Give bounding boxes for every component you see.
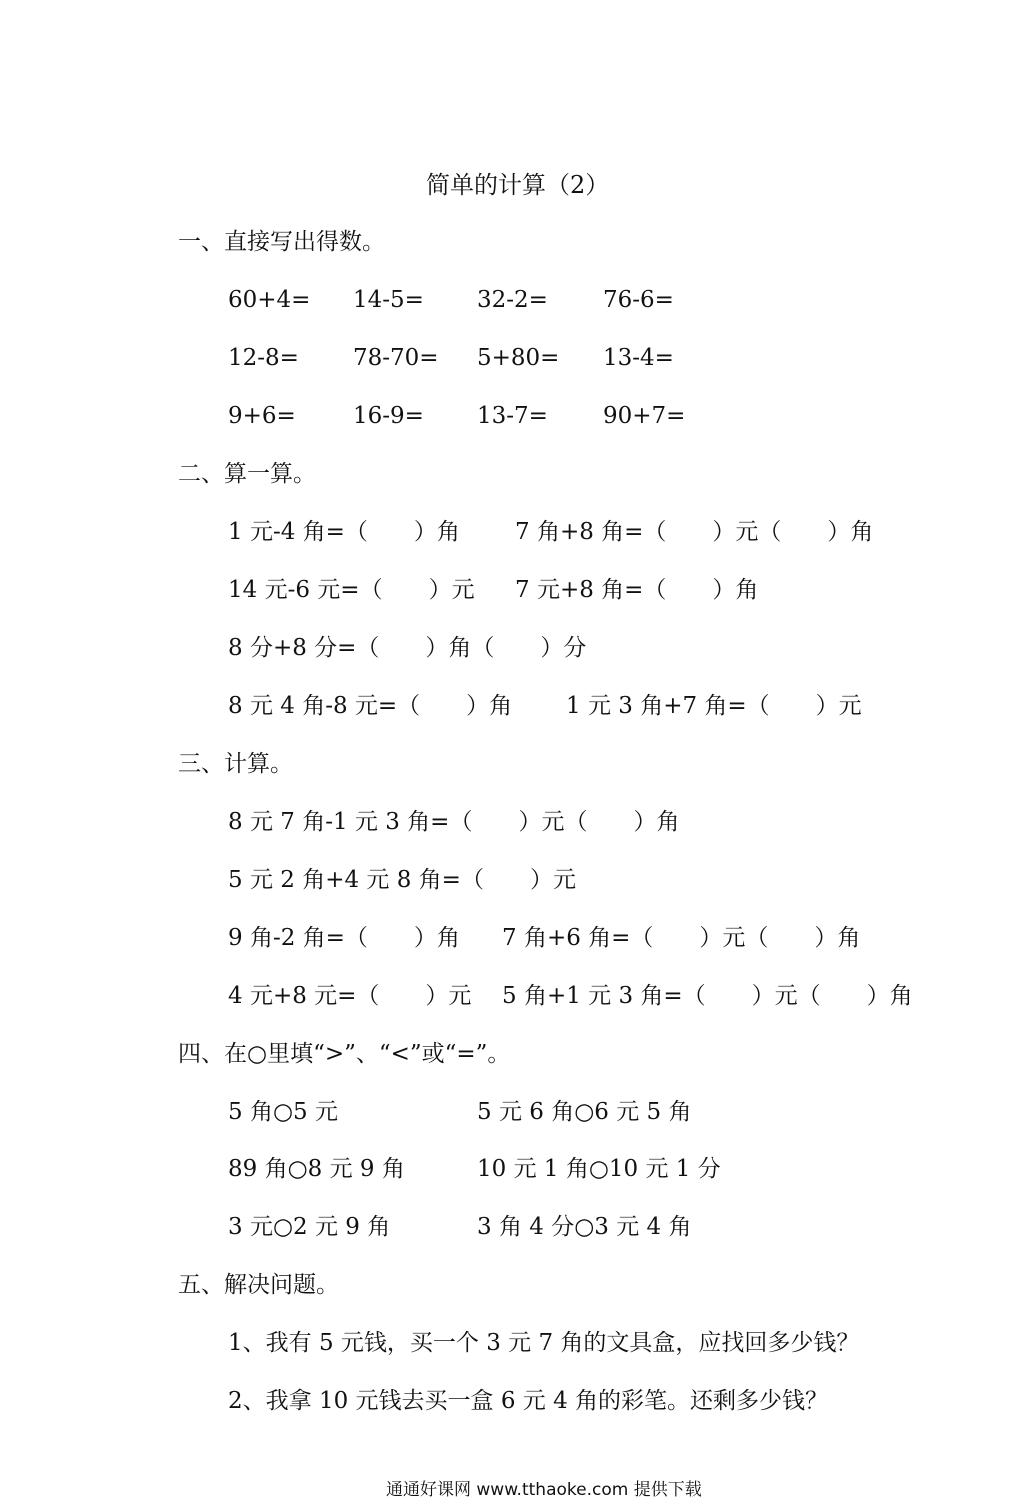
problem: 78-70= xyxy=(353,345,439,371)
page-title: 简单的计算（2） xyxy=(426,171,610,199)
section-heading: 二、算一算。 xyxy=(178,461,316,487)
problem: 8 分+8 分=（ ）角（ ）分 xyxy=(228,635,587,661)
problem: 5 角+1 元 3 角=（ ）元（ ）角 xyxy=(502,983,913,1009)
problem: 7 角+8 角=（ ）元（ ）角 xyxy=(515,519,874,545)
problem: 16-9= xyxy=(353,403,424,429)
problem: 1 元 3 角+7 角=（ ）元 xyxy=(566,693,862,719)
problem: 5 角○5 元 xyxy=(228,1099,338,1125)
problem: 14-5= xyxy=(353,287,424,313)
problem: 4 元+8 元=（ ）元 xyxy=(228,983,472,1009)
problem: 1 元-4 角=（ ）角 xyxy=(228,519,460,545)
problem: 9 角-2 角=（ ）角 xyxy=(228,925,460,951)
problem: 3 角 4 分○3 元 4 角 xyxy=(477,1214,692,1240)
problem: 5 元 6 角○6 元 5 角 xyxy=(477,1099,692,1125)
problem: 76-6= xyxy=(603,287,674,313)
problem: 32-2= xyxy=(477,287,548,313)
word-problem: 2、我拿 10 元钱去买一盒 6 元 4 角的彩笔。还剩多少钱？ xyxy=(228,1388,829,1414)
problem: 60+4= xyxy=(228,287,311,313)
section-heading: 三、计算。 xyxy=(178,751,293,777)
problem: 5+80= xyxy=(477,345,560,371)
problem: 3 元○2 元 9 角 xyxy=(228,1214,391,1240)
problem: 90+7= xyxy=(603,403,686,429)
word-problem: 1、我有 5 元钱，买一个 3 元 7 角的文具盒，应找回多少钱？ xyxy=(228,1330,860,1356)
section-heading: 四、在○里填“>”、“<”或“=”。 xyxy=(178,1041,511,1067)
problem: 10 元 1 角○10 元 1 分 xyxy=(477,1156,721,1182)
problem: 8 元 7 角-1 元 3 角=（ ）元（ ）角 xyxy=(228,809,680,835)
footer-credit: 通通好课网 www.tthaoke.com 提供下载 xyxy=(386,1480,702,1500)
problem: 14 元-6 元=（ ）元 xyxy=(228,577,475,603)
problem: 7 元+8 角=（ ）角 xyxy=(515,577,759,603)
problem: 13-4= xyxy=(603,345,674,371)
problem: 9+6= xyxy=(228,403,296,429)
problem: 8 元 4 角-8 元=（ ）角 xyxy=(228,693,513,719)
problem: 5 元 2 角+4 元 8 角=（ ）元 xyxy=(228,867,576,893)
section-heading: 五、解决问题。 xyxy=(178,1272,339,1298)
problem: 89 角○8 元 9 角 xyxy=(228,1156,405,1182)
problem: 12-8= xyxy=(228,345,299,371)
problem: 13-7= xyxy=(477,403,548,429)
problem: 7 角+6 角=（ ）元（ ）角 xyxy=(502,925,861,951)
section-heading: 一、直接写出得数。 xyxy=(178,229,385,255)
